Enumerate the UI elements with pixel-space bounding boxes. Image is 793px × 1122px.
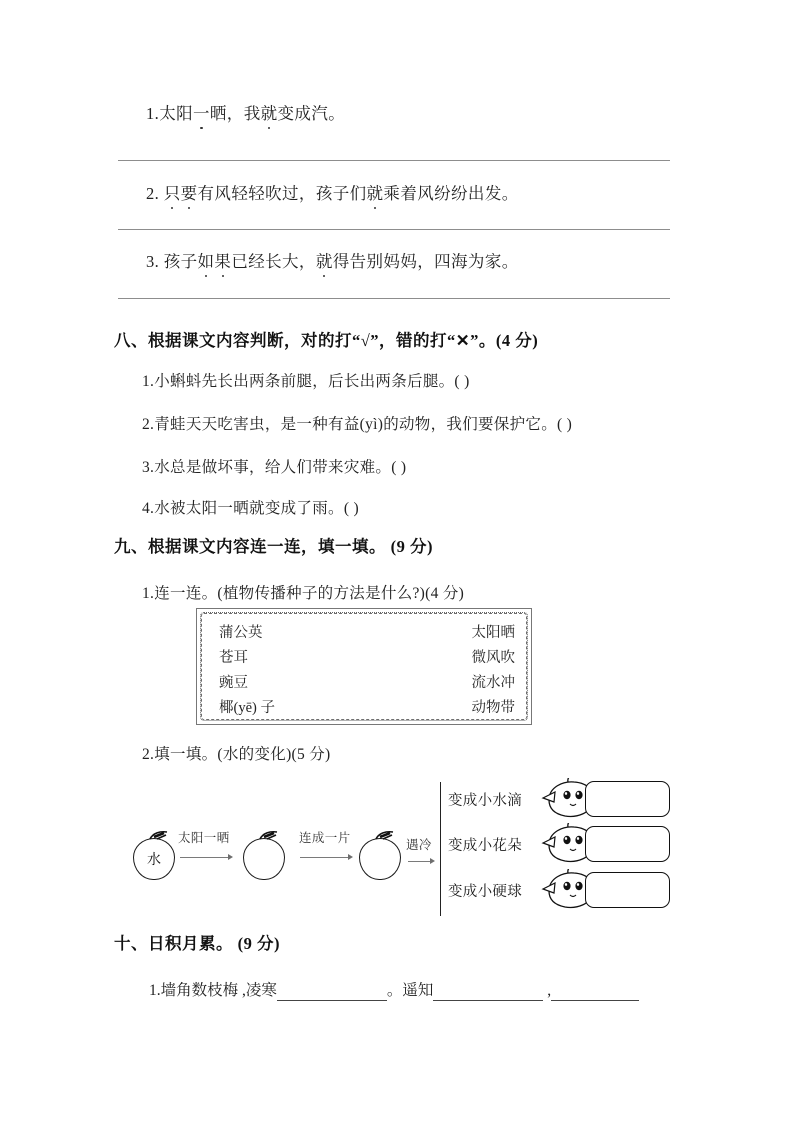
poem-blank-3[interactable] — [551, 982, 639, 1001]
diagram-arrow-label-2: 连成一片 — [299, 831, 351, 845]
poem-part-1: 墙角数枝梅 ,凌寒 — [160, 982, 277, 999]
sentence-1-emphasis-jiu: 就 — [261, 100, 278, 124]
section-eight-question-3[interactable]: 3.水总是做坏事，给人们带来灾难。( ) — [142, 459, 407, 476]
section-ten-heading: 十、日积月累。 (9 分) — [114, 934, 280, 953]
sentence-2-seg-1: 乘着风纷纷出发。 — [383, 184, 519, 203]
sentence-2-emphasis-jiu: 就 — [367, 180, 384, 204]
diagram-result-label-2: 变成小花朵 — [448, 838, 522, 854]
diagram-arrow-head-1 — [228, 854, 233, 860]
diagram-arrow-line-1 — [180, 857, 228, 858]
diagram-node-blank-2[interactable] — [359, 838, 401, 880]
sentence-2-emphasis-yao: 要 — [181, 180, 198, 204]
diagram-node-water — [133, 838, 175, 880]
matching-left-item-3[interactable]: 豌豆 — [219, 675, 248, 691]
diagram-result-label-3: 变成小硬球 — [448, 884, 522, 900]
matching-right-item-1[interactable]: 太阳晒 — [471, 625, 515, 641]
diagram-answer-box-2[interactable] — [585, 826, 670, 862]
sentence-1-seg-0: 太阳 — [159, 104, 193, 123]
section-eight-question-4[interactable]: 4.水被太阳一晒就变成了雨。( ) — [142, 500, 359, 517]
matching-right-item-2[interactable]: 微风吹 — [471, 650, 515, 666]
sentence-1-emphasis-yi: 一 — [193, 100, 210, 124]
sentence-2-seg-0: 有风轻轻吹过，孩子们 — [197, 184, 367, 203]
poem-punct-1: 。 — [386, 982, 403, 999]
diagram-arrow-label-1: 太阳一晒 — [178, 831, 230, 845]
sentence-3-seg-2: 得告别妈妈，四海为家。 — [332, 252, 519, 271]
sentence-3-seg-0: 孩子 — [163, 252, 198, 271]
matching-left-item-2[interactable]: 苍耳 — [219, 650, 248, 666]
section-nine-q1-prompt: 1.连一连。(植物传播种子的方法是什么?)(4 分) — [142, 585, 465, 602]
diagram-arrow-line-2 — [300, 857, 348, 858]
poem-blank-2[interactable] — [433, 982, 543, 1001]
leaf-stem-icon — [374, 830, 394, 841]
poem-blank-1[interactable] — [277, 982, 387, 1001]
sentence-1-seg-2: 变成汽。 — [277, 104, 346, 123]
matching-left-item-4[interactable]: 椰(yē) 子 — [219, 700, 275, 716]
sentence-1-number: 1. — [146, 104, 160, 123]
poem-punct-2: , — [543, 982, 552, 999]
section-eight-heading: 八、根据课文内容判断，对的打“√”，错的打“✕”。(4 分) — [114, 331, 539, 350]
section-nine-q2-prompt: 2.填一填。(水的变化)(5 分) — [142, 746, 331, 763]
poem-part-2: 遥知 — [402, 982, 434, 999]
sentence-3-number: 3. — [146, 252, 164, 271]
leaf-stem-icon — [258, 830, 278, 841]
diagram-node-water-label: 水 — [147, 853, 161, 868]
diagram-result-label-1: 变成小水滴 — [448, 793, 522, 809]
sentence-3-emphasis-jiu: 就 — [316, 248, 333, 272]
sentence-3-seg-1: 已经长大， — [231, 252, 316, 271]
sentence-2-number: 2. — [146, 184, 164, 203]
section-eight-question-2[interactable]: 2.青蛙天天吃害虫，是一种有益(yì)的动物，我们要保护它。( ) — [142, 416, 573, 433]
poem-line-1 — [149, 978, 639, 1001]
sentence-2-emphasis-zhi: 只 — [164, 180, 181, 204]
leaf-stem-icon — [148, 830, 168, 841]
sentence-3-emphasis-ru: 如 — [198, 248, 215, 272]
diagram-node-blank-1[interactable] — [243, 838, 285, 880]
diagram-arrow-head-3 — [430, 858, 435, 864]
diagram-arrow-head-2 — [348, 854, 353, 860]
diagram-branch-bar — [440, 782, 441, 916]
matching-right-item-3[interactable]: 流水冲 — [471, 675, 515, 691]
diagram-arrow-line-3 — [408, 861, 430, 862]
diagram-arrow-label-3: 遇冷 — [406, 838, 432, 852]
section-eight-question-1[interactable]: 1.小蝌蚪先长出两条前腿，后长出两条后腿。( ) — [142, 373, 470, 390]
sentence-3-emphasis-guo: 果 — [214, 248, 231, 272]
sentence-1-seg-1: 晒，我 — [209, 104, 261, 123]
diagram-answer-box-1[interactable] — [585, 781, 670, 817]
matching-right-item-4[interactable]: 动物带 — [471, 700, 515, 716]
matching-left-item-1[interactable]: 蒲公英 — [219, 625, 263, 641]
diagram-answer-box-3[interactable] — [585, 872, 670, 908]
section-nine-heading: 九、根据课文内容连一连，填一填。 (9 分) — [114, 537, 433, 556]
poem-number: 1. — [149, 982, 161, 999]
